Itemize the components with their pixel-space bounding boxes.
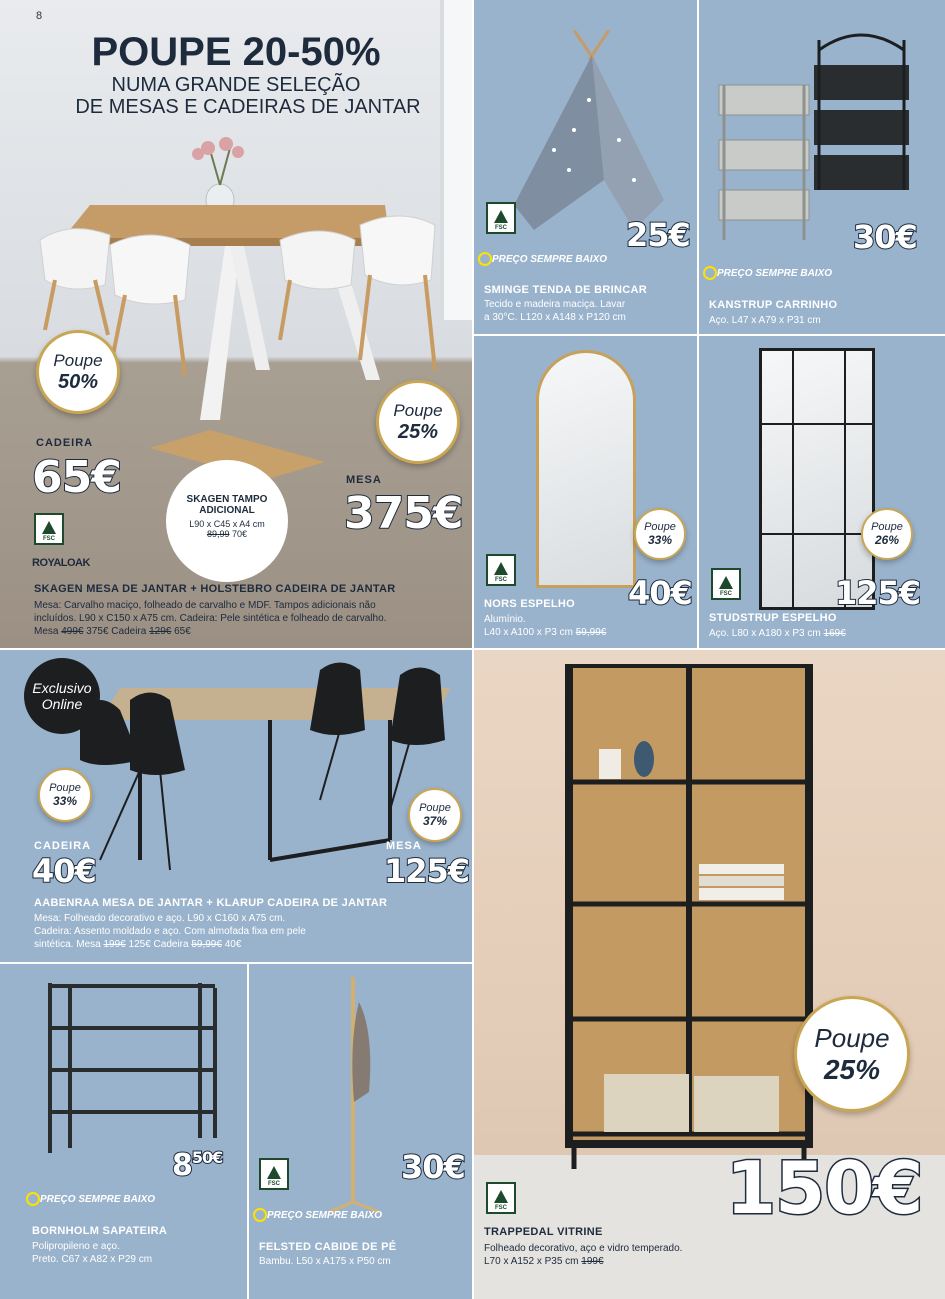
hero-chair-old-price: 129€ — [149, 626, 172, 637]
shoe-rack-panel — [0, 964, 247, 1299]
table-price: 375€ — [344, 488, 463, 539]
low-price-label: PREÇO SEMPRE BAIXO — [486, 252, 607, 266]
vitrine-desc-2 — [484, 1255, 604, 1268]
badge-line-1: Poupe — [393, 400, 443, 420]
fsc-logo: FSC — [486, 554, 516, 586]
vitrine-dims: L70 x A152 x P35 cm — [484, 1256, 579, 1267]
mirror-desc-1: Alumínio. — [484, 614, 526, 625]
extra-title-1: SKAGEN TAMPO — [186, 494, 268, 505]
fsc-logo: FSC — [711, 568, 741, 600]
hero-product-title: SKAGEN MESA DE JANTAR + HOLSTEBRO CADEIRA DE JANTAR — [34, 583, 396, 595]
hero-subline-2: DE MESAS E CADEIRAS DE JANTAR — [75, 96, 421, 118]
table-label: MESA — [386, 840, 422, 852]
tent-desc-1: Tecido e madeira maciça. Lavar — [484, 299, 626, 310]
arched-mirror-image — [536, 350, 636, 588]
chair-discount-badge — [36, 330, 120, 414]
mirror-studstrup-panel — [699, 336, 945, 648]
fsc-logo: FSC — [259, 1158, 289, 1190]
vitrine-cabinet-image — [564, 664, 814, 1174]
shoe-rack-desc-2: Preto. C67 x A82 x P29 cm — [32, 1254, 153, 1265]
coat-stand-image — [329, 972, 399, 1212]
extra-title-2: ADICIONAL — [199, 505, 255, 516]
aabenraa-desc-3 — [34, 938, 241, 951]
aabenraa-panel — [0, 650, 472, 962]
aabenraa-desc-3-prefix: sintética. Mesa — [34, 939, 104, 950]
vitrine-price: 150€ — [726, 1146, 923, 1230]
coat-stand-panel — [249, 964, 472, 1299]
shoe-rack-image — [40, 978, 220, 1158]
cart-desc-1: Aço. L47 x A79 x P31 cm — [709, 315, 821, 326]
fsc-logo: FSC — [486, 202, 516, 234]
mirror-old-price: 169€ — [823, 628, 846, 639]
extra-new-price: 70€ — [232, 529, 248, 539]
fsc-logo: FSC — [34, 513, 64, 545]
mirror-dims: Aço. L80 x A180 x P3 cm — [709, 628, 821, 639]
hero-desc-3-mid: 375€ Cadeira — [83, 626, 150, 637]
table-discount-badge — [376, 380, 460, 464]
coat-stand-price: 30€ — [401, 1148, 465, 1186]
chair-label: CADEIRA — [34, 840, 92, 852]
mirror-desc-2 — [484, 626, 606, 639]
badge-line-1: Poupe — [419, 802, 451, 814]
vitrine-title: TRAPPEDAL VITRINE — [484, 1226, 603, 1238]
aabenraa-desc-1: Mesa: Folheado decorativo e aço. L90 x C160 x A75 cm. — [34, 913, 286, 924]
cart-price: 30€ — [853, 218, 917, 256]
exclusive-line-2: Online — [41, 696, 83, 712]
price-euros: 8 — [172, 1148, 192, 1183]
mirror-discount-badge — [634, 508, 686, 560]
badge-line-2: 33% — [647, 533, 673, 547]
tent-price: 25€ — [626, 216, 690, 254]
hero-panel — [0, 0, 472, 648]
mirror-title: NORS ESPELHO — [484, 598, 576, 610]
extra-price-line — [166, 529, 288, 539]
window-mirror-image — [759, 348, 875, 610]
cart-title: KANSTRUP CARRINHO — [709, 299, 838, 311]
tent-panel — [474, 0, 697, 334]
badge-line-1: Poupe — [49, 782, 81, 794]
aabenraa-desc-3-end: 40€ — [221, 939, 242, 950]
badge-line-2: 26% — [874, 533, 900, 547]
vitrine-old-price: 199€ — [581, 1256, 604, 1267]
hero-subline-1: NUMA GRANDE SELEÇÃO — [111, 74, 361, 96]
table-discount-badge — [408, 788, 462, 842]
aabenraa-title: AABENRAA MESA DE JANTAR + KLARUP CADEIRA DE JANTAR — [34, 897, 388, 909]
extra-old-price: 89,99 — [206, 529, 230, 539]
badge-line-1: Poupe — [644, 521, 676, 533]
badge-line-1: Poupe — [814, 1022, 890, 1053]
hero-desc-3-prefix: Mesa — [34, 626, 62, 637]
mirror-desc — [709, 627, 846, 640]
vitrine-desc-1: Folheado decorativo, aço e vidro temperado. — [484, 1243, 683, 1254]
tent-title: SMINGE TENDA DE BRINCAR — [484, 284, 647, 296]
aabenraa-desc-3-mid: 125€ Cadeira — [125, 939, 192, 950]
tent-desc-2: a 30°C. L120 x A148 x P120 cm — [484, 312, 626, 323]
low-price-label: PREÇO SEMPRE BAIXO — [261, 1208, 382, 1222]
badge-line-2: 37% — [422, 814, 448, 828]
mirror-title: STUDSTRUP ESPELHO — [709, 612, 837, 624]
extra-tabletop-circle — [166, 460, 288, 582]
mirror-discount-badge — [861, 508, 913, 560]
badge-line-2: 25% — [397, 420, 439, 443]
price-cents: 50€ — [191, 1148, 223, 1167]
table-label: MESA — [346, 474, 382, 486]
shoe-rack-desc-1: Polipropileno e aço. — [32, 1241, 120, 1252]
cart-panel — [699, 0, 945, 334]
mirror-old-price: 59,99€ — [575, 627, 607, 638]
hero-table-old-price: 499€ — [61, 626, 84, 637]
hero-desc-2: incluídos. L90 x C150 x A75 cm. Cadeira: Pele sintética e folheado de carvalho. — [34, 613, 387, 624]
chair-price: 65€ — [32, 452, 121, 503]
fsc-logo: FSC — [486, 1182, 516, 1214]
mirror-dims: L40 x A100 x P3 cm — [484, 627, 573, 638]
badge-line-2: 50% — [57, 370, 99, 393]
badge-line-2: 33% — [52, 794, 78, 808]
badge-line-2: 25% — [823, 1053, 881, 1085]
coat-stand-title: FELSTED CABIDE DE PÉ — [259, 1241, 397, 1253]
shoe-rack-title: BORNHOLM SAPATEIRA — [32, 1225, 168, 1237]
page-number: 8 — [36, 10, 43, 22]
vitrine-discount-badge — [794, 996, 910, 1112]
vitrine-panel — [474, 650, 945, 1299]
hero-headline: POUPE 20-50% — [91, 30, 381, 74]
shoe-rack-price — [172, 1148, 222, 1183]
mirror-nors-panel — [474, 336, 697, 648]
low-price-label: PREÇO SEMPRE BAIXO — [34, 1192, 155, 1206]
chair-label: CADEIRA — [36, 437, 94, 449]
table-price: 125€ — [384, 852, 470, 890]
chair-price: 40€ — [32, 852, 96, 890]
aabenraa-desc-2: Cadeira: Assento moldado e aço. Com almofada fixa em pele — [34, 926, 306, 937]
badge-line-1: Poupe — [871, 521, 903, 533]
chair-discount-badge — [38, 768, 92, 822]
aabenraa-table-old-price: 199€ — [103, 939, 126, 950]
extra-dims: L90 x C45 x A4 cm — [189, 519, 265, 529]
mirror-price: 40€ — [628, 574, 692, 612]
low-price-label: PREÇO SEMPRE BAIXO — [711, 266, 832, 280]
aabenraa-chair-old-price: 59,99€ — [191, 939, 222, 950]
hero-desc-1: Mesa: Carvalho maciço, folheado de carvalho e MDF. Tampos adicionais não — [34, 600, 376, 611]
royal-oak-logo: ROYALOAK — [32, 557, 90, 569]
play-tent-image — [514, 30, 664, 240]
coat-stand-desc-1: Bambu. L50 x A175 x P50 cm — [259, 1256, 391, 1267]
hero-desc-3 — [34, 625, 191, 638]
mirror-price: 125€ — [835, 574, 921, 612]
badge-line-1: Poupe — [53, 350, 103, 370]
trolley-image — [714, 30, 924, 250]
exclusive-line-1: Exclusivo — [32, 680, 92, 696]
hero-desc-3-end: 65€ — [171, 626, 191, 637]
